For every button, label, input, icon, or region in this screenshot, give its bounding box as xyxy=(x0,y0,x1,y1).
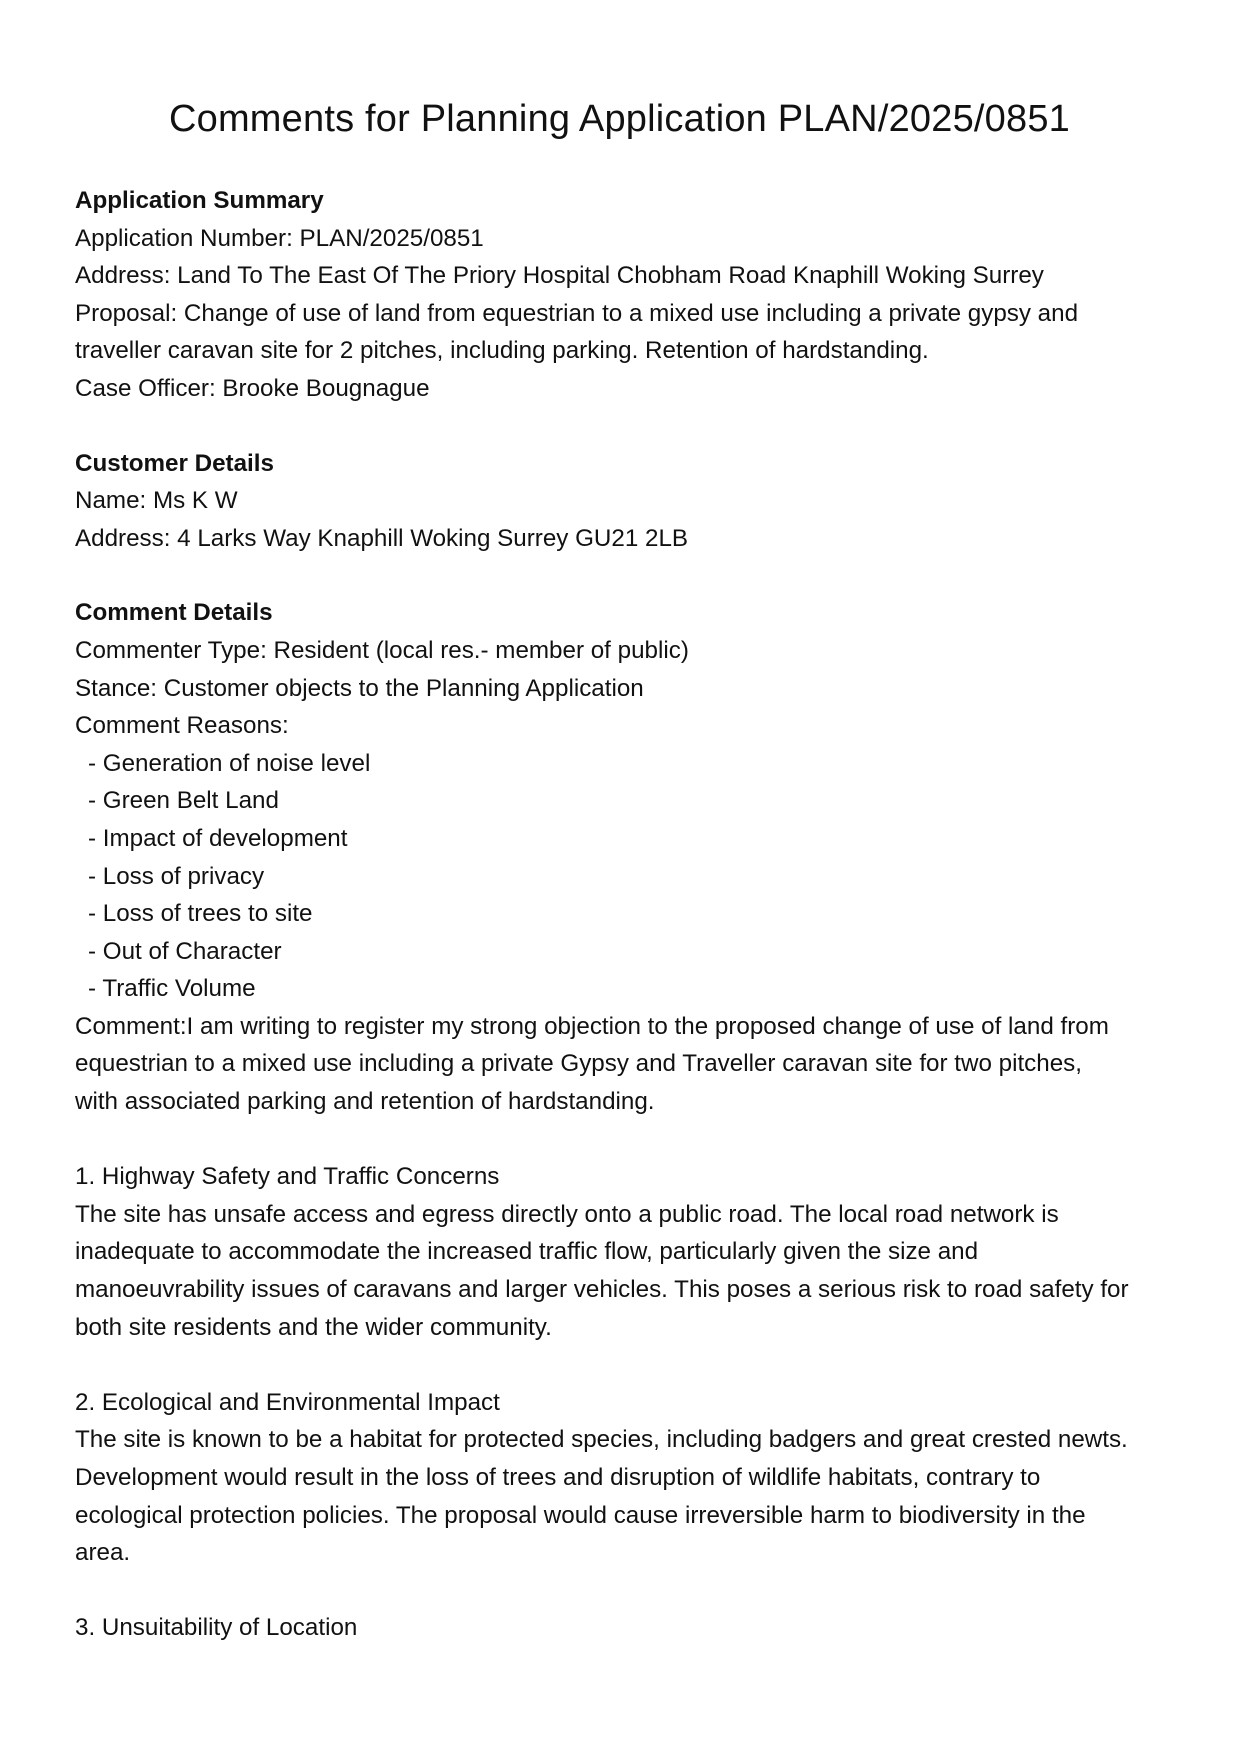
customer-address: Address: 4 Larks Way Knaphill Woking Surrey GU21 2LB xyxy=(75,524,689,552)
customer-name: Name: Ms K W xyxy=(75,487,238,515)
application-summary-section xyxy=(75,182,1164,408)
comment-reasons-label: Comment Reasons: xyxy=(75,712,289,740)
application-number: Application Number: PLAN/2025/0851 xyxy=(75,224,484,252)
comment-point-heading: 2. Ecological and Environmental Impact xyxy=(75,1388,500,1416)
case-officer: Case Officer: Brooke Bougnague xyxy=(75,374,430,402)
comment-point-location xyxy=(75,1609,1164,1647)
stance: Stance: Customer objects to the Planning Application xyxy=(75,674,644,702)
comment-reasons-list xyxy=(75,745,1164,1008)
customer-details-section xyxy=(75,445,1164,558)
comment-details-section xyxy=(75,594,1164,1647)
comment-text-line: equestrian to a mixed use including a private Gypsy and Traveller caravan site for two pitches, xyxy=(75,1050,1082,1078)
list-item: - Traffic Volume xyxy=(88,975,256,1003)
comment-text-line: both site residents and the wider community. xyxy=(75,1313,552,1341)
comment-text-line: inadequate to accommodate the increased traffic flow, particularly given the size and xyxy=(75,1238,979,1266)
comment-text-line: Development would result in the loss of trees and disruption of wildlife habitats, contrary to xyxy=(75,1464,1041,1491)
list-item: - Generation of noise level xyxy=(88,749,371,777)
comment-text-line: Comment:I am writing to register my strong objection to the proposed change of use of land from xyxy=(75,1012,1109,1040)
comment-details-heading: Comment Details xyxy=(75,599,273,627)
comment-text-line: The site is known to be a habitat for protected species, including badgers and great crested newts. xyxy=(75,1426,1128,1454)
list-item: - Out of Character xyxy=(88,937,282,965)
proposal-line: Proposal: Change of use of land from equestrian to a mixed use including a private gypsy and xyxy=(75,299,1079,327)
comment-text-line: with associated parking and retention of hardstanding. xyxy=(75,1088,655,1116)
list-item: - Impact of development xyxy=(88,824,348,852)
comment-text-line: area. xyxy=(75,1539,131,1567)
page-title: Comments for Planning Application PLAN/2025/0851 xyxy=(168,98,1071,140)
list-item: - Green Belt Land xyxy=(88,787,279,815)
application-summary-heading: Application Summary xyxy=(75,187,324,214)
application-address: Address: Land To The East Of The Priory Hospital Chobham Road Knaphill Woking Surrey xyxy=(75,262,1044,290)
comment-point-heading: 1. Highway Safety and Traffic Concerns xyxy=(75,1163,500,1191)
comment-text-line: The site has unsafe access and egress directly onto a public road. The local road network is xyxy=(75,1200,1059,1228)
customer-details-heading: Customer Details xyxy=(75,449,274,477)
comment-text-line: manoeuvrability issues of caravans and larger vehicles. This poses a serious risk to road safety for xyxy=(75,1276,1129,1304)
list-item: - Loss of privacy xyxy=(88,862,265,890)
comment-point-heading: 3. Unsuitability of Location xyxy=(75,1614,358,1642)
list-item: - Loss of trees to site xyxy=(88,900,313,928)
comment-point-ecology xyxy=(75,1384,1164,1572)
comment-text-line: ecological protection policies. The proposal would cause irreversible harm to biodiversity in the xyxy=(75,1501,1086,1529)
comment-point-highway xyxy=(75,1158,1164,1346)
comment-intro xyxy=(75,1008,1164,1121)
commenter-type: Commenter Type: Resident (local res.- member of public) xyxy=(75,636,689,664)
proposal-line: traveller caravan site for 2 pitches, including parking. Retention of hardstanding. xyxy=(75,337,929,365)
